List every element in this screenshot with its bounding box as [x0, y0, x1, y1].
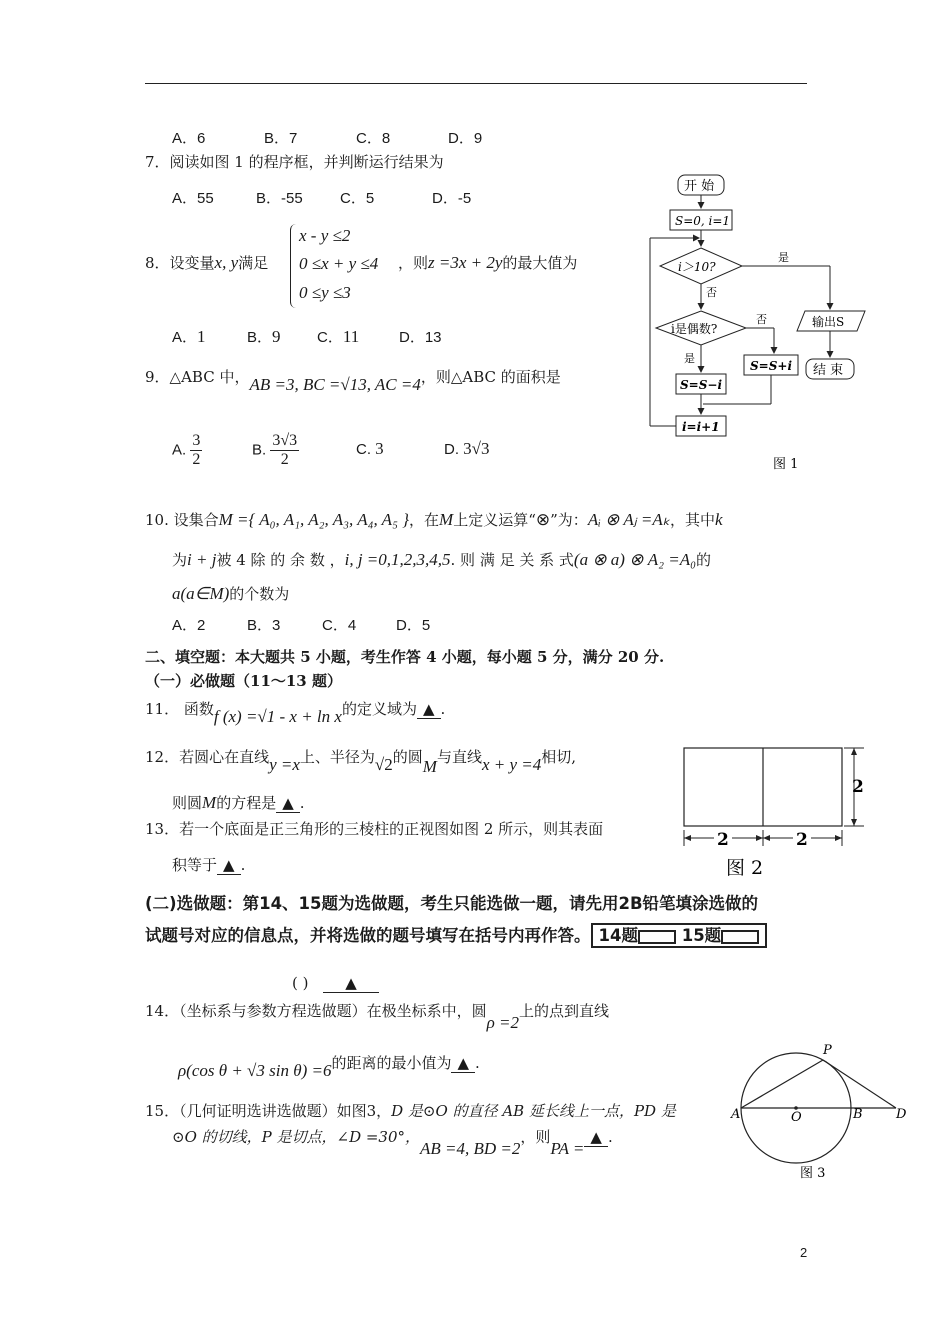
section-2b-answer	[292, 974, 379, 993]
q11-post: 的定义域为	[341, 700, 417, 718]
q10-range: i, j =0,1,2,3,4,5	[344, 550, 451, 569]
q10-line2-post: 的	[696, 551, 712, 569]
q12-line-1	[145, 746, 577, 776]
q13-answer-blank[interactable]: ▲	[217, 856, 241, 875]
section-2b-line-1: (二)选做题：第14、15题为选做题，考生只能选做一题，请先用2B铅笔填涂选做的	[145, 894, 759, 913]
q14-pre: 14．（坐标系与参数方程选做题）在极坐标系中，圆	[145, 1002, 487, 1020]
fig3-label-o: O	[791, 1110, 802, 1125]
q8-option-d: D．13	[399, 329, 442, 346]
fig3-pa	[741, 1060, 823, 1108]
q9-option-a-den: 2	[192, 451, 201, 468]
q12-line1: y =x	[269, 755, 300, 774]
choice-box	[591, 923, 768, 948]
q10-line-1	[145, 509, 723, 530]
q9-stem	[145, 366, 561, 394]
q13-line-1: 13．若一个底面是正三角形的三棱柱的正视图如图 2 所示，则其表面	[145, 820, 604, 838]
q8-option-a-value: 1	[197, 327, 206, 346]
q10-relation: (a ⊗ a) ⊗ A₂ =A₀	[573, 550, 697, 569]
q11-function: f (x) =√1 - x + ln x	[213, 707, 342, 726]
section-2-subtitle: （一）必做题（11～13 题）	[145, 672, 342, 690]
q6-option-c: C．8	[356, 130, 391, 147]
q12-radius: √2	[374, 755, 393, 774]
q9-stem-post: ，则△ABC 的面积是	[420, 368, 561, 386]
q7-option-d: D．-5	[432, 190, 472, 207]
q14-end: .	[475, 1054, 480, 1072]
q10-options	[172, 614, 430, 635]
figure-1-flowchart	[640, 168, 880, 478]
flow-init-label: S=0, i=1	[675, 214, 731, 228]
q9-option-b-label: B.	[252, 441, 267, 459]
q10-line1-post: ，其中	[670, 511, 716, 529]
q11	[145, 698, 446, 726]
q10-option-d: D．5	[396, 617, 431, 634]
q12-line-2	[172, 792, 305, 813]
fig2-caption: 图 2	[726, 857, 764, 879]
q12-line2-pre: 则圆	[172, 794, 203, 812]
q11-end: .	[440, 700, 446, 718]
q9-option-c-label: C.	[356, 441, 371, 459]
flow-odd-label: S=S+i	[750, 359, 792, 373]
q15-line1: D 是⊙O 的直径 AB 延长线上一点，PD 是	[391, 1102, 676, 1120]
choice-answer-blank[interactable]: ▲	[323, 974, 379, 993]
q9-option-a-num: 3	[192, 432, 201, 449]
q10-set: M ={ A₀, A₁, A₂, A₃, A₄, A₅ }	[218, 510, 410, 529]
fig2-height-arrowhead-top	[851, 748, 857, 755]
flow-yes1-label: 是	[778, 251, 789, 264]
section-2b-line-2	[145, 922, 767, 946]
q10-m: M	[439, 510, 454, 529]
q6-option-d: D．9	[448, 130, 483, 147]
fig2-height-label: 2	[852, 777, 864, 797]
q10-line1-pre: 10. 设集合	[145, 511, 219, 529]
q9-option-a-label: A.	[172, 441, 187, 459]
section-2-title: 二、填空题：本大题共 5 小题，考生作答 4 小题，每小题 5 分，满分 20 分.	[145, 648, 665, 666]
q15-line2: ⊙O 的切线，P 是切点，∠D =30°，	[172, 1128, 421, 1146]
choice-14-label: 14题	[598, 926, 638, 945]
q12-end: .	[299, 794, 305, 812]
q7-option-b: B．-55	[256, 190, 303, 207]
q9-option-c-value: 3	[375, 439, 384, 459]
q6-option-a: A．6	[172, 130, 206, 147]
q9-option-d-label: D.	[444, 441, 459, 459]
q8-stem-post: 的最大值为	[502, 254, 578, 272]
flow-start-label: 开 始	[684, 179, 715, 194]
q12-mid2: 的圆	[392, 748, 423, 766]
q10-op: ⊗	[535, 510, 551, 529]
q12-mid: 上、半径为	[299, 748, 375, 766]
q15-ask: PA =	[550, 1139, 585, 1158]
flow-no2-label: 否	[756, 313, 767, 326]
q10-line2-mid: 被 4 除 的 余 数 ，	[216, 551, 345, 569]
q8-options	[172, 326, 442, 347]
fig2-arrowhead-4	[835, 835, 842, 841]
q7-option-c: C．5	[340, 190, 375, 207]
q8-option-b-value: 9	[272, 327, 281, 346]
fig1-caption: 图 1	[773, 457, 799, 472]
q15-line1-pre: 15．（几何证明选讲选做题）如图3，	[145, 1102, 392, 1120]
section-2b-line2-text: 试题号对应的信息点，并将选做的题号填写在括号内再作答。	[145, 926, 591, 945]
q12-line2-m: M	[202, 793, 217, 812]
q8-option-a-label: A．	[172, 329, 198, 346]
q13-end: .	[240, 856, 246, 874]
fig3-label-d: D	[896, 1107, 907, 1122]
q8-constraint-2: 0 ≤x + y ≤4	[299, 254, 379, 273]
fig2-arrowhead-2	[756, 835, 763, 841]
q13-line-2	[172, 854, 245, 875]
q10-option-a: A．2	[172, 617, 206, 634]
q14-line2-post: 的距离的最小值为	[331, 1054, 452, 1072]
q15-line-1	[145, 1100, 676, 1121]
fig3-label-b: B	[853, 1107, 863, 1122]
q10-line1-mid3: ”为：	[550, 511, 588, 529]
flow-even-label: S=S−i	[680, 378, 722, 392]
q13-line2-pre: 积等于	[172, 856, 218, 874]
q6-option-b: B．7	[264, 130, 298, 147]
q7-stem: 7．阅读如图 1 的程序框，并判断运行结果为	[145, 153, 444, 171]
q12-post: 相切,	[541, 748, 577, 766]
flow-end-label: 结 束	[813, 363, 844, 378]
flow-yes2-label: 是	[684, 352, 695, 365]
q8-stem-then: ，则	[398, 254, 429, 272]
fig2-height-arrowhead-bottom	[851, 819, 857, 826]
choice-15-bubble[interactable]	[721, 930, 759, 944]
figure-3	[728, 1040, 918, 1190]
q11-answer-blank[interactable]: ▲	[417, 700, 441, 719]
q10-line2-pre: 为	[172, 551, 188, 569]
q10-line-3	[172, 583, 289, 604]
q8-brace	[290, 224, 297, 308]
fig2-width-label-1: 2	[717, 830, 729, 850]
fig3-label-p: P	[823, 1043, 832, 1058]
q15-end: .	[607, 1128, 613, 1146]
choice-14-bubble[interactable]	[638, 930, 676, 944]
q8-constraint-3: 0 ≤y ≤3	[299, 283, 351, 302]
figure-2	[676, 742, 876, 882]
fig3-caption: 图 3	[800, 1166, 826, 1181]
q10-option-b: B．3	[247, 617, 281, 634]
q8-vars: x, y	[214, 253, 239, 272]
q10-line1-mid: ，在	[409, 511, 440, 529]
q7-options	[172, 187, 471, 208]
flow-output-label: 输出S	[812, 315, 845, 329]
q10-line1-mid2: 上定义运算“	[453, 511, 536, 529]
flow-cond1-label: i＞10?	[678, 260, 716, 274]
q14-line-eq: ρ(cos θ + √3 sin θ) =6	[178, 1061, 332, 1080]
q8-constraint-1: x - y ≤2	[299, 226, 351, 245]
q9-option-d-value: 3√3	[463, 439, 490, 459]
q14-answer-blank[interactable]: ▲	[451, 1054, 475, 1073]
q10-rule: Aᵢ ⊗ Aⱼ =Aₖ	[587, 510, 671, 529]
q15-given: AB =4, BD =2	[420, 1139, 521, 1158]
q12-line2-post: 的方程是	[216, 794, 277, 812]
q12-mid3: 与直线	[436, 748, 482, 766]
q8-stem-tail	[398, 252, 577, 273]
q10-line3-post: 的个数为	[229, 585, 290, 603]
q7-option-a: A．55	[172, 190, 214, 207]
flow-no1-label: 否	[706, 286, 717, 299]
q9-option-b-num: 3√3	[272, 432, 298, 449]
flow-cond2-label: i是偶数?	[671, 322, 718, 336]
q8-option-c-value: 11	[342, 327, 360, 346]
q10-k: k	[715, 510, 723, 529]
q12-pre: 12．若圆心在直线	[145, 748, 270, 766]
q8-option-c-label: C．	[317, 329, 343, 346]
q14-post: 上的点到直线	[518, 1002, 609, 1020]
choice-paren[interactable]: ( )	[292, 974, 309, 992]
flow-inc-label: i=i+1	[682, 420, 720, 434]
q9-options	[172, 432, 490, 469]
q15-line-2	[172, 1126, 613, 1158]
choice-15-label: 15题	[681, 926, 722, 945]
q12-m: M	[422, 757, 437, 776]
q9-stem-pre: 9．△ABC 中，	[145, 368, 250, 386]
page-number: 2	[800, 1245, 808, 1260]
q10-line3-pre: a(a∈M)	[172, 584, 230, 603]
q14-circle-eq: ρ =2	[486, 1013, 519, 1032]
fig3-pd	[823, 1060, 896, 1108]
q14-line-1	[145, 1000, 609, 1032]
fig2-width-label-2: 2	[796, 830, 808, 850]
q14-line-2	[178, 1052, 480, 1080]
q10-ij: i + j	[187, 550, 217, 569]
q10-line-2	[172, 549, 711, 570]
q8-stem-mid: 满足	[238, 254, 269, 272]
q15-answer-blank[interactable]: ▲	[584, 1128, 608, 1147]
q8-stem-pre: 8．设变量	[145, 254, 215, 272]
q9-option-b-den: 2	[280, 451, 289, 468]
q10-option-c: C．4	[322, 617, 357, 634]
q8-stem	[145, 252, 268, 273]
q6-options	[172, 127, 482, 148]
q10-line2-mid2: . 则 满 足 关 系 式	[450, 551, 574, 569]
q11-pre: 11． 函数	[145, 700, 214, 718]
q9-given: AB =3, BC =√13, AC =4	[249, 375, 421, 394]
fig2-arrowhead-3	[763, 835, 770, 841]
q12-answer-blank[interactable]: ▲	[276, 794, 300, 813]
q15-line2-mid: ，则	[520, 1128, 551, 1146]
fig2-arrowhead-1	[684, 835, 691, 841]
q12-line2: x + y =4	[481, 755, 542, 774]
q8-objective: z =3x + 2y	[428, 253, 503, 272]
fig3-label-a: A	[731, 1107, 741, 1122]
header-rule	[145, 83, 807, 84]
q8-option-b-label: B．	[247, 329, 273, 346]
